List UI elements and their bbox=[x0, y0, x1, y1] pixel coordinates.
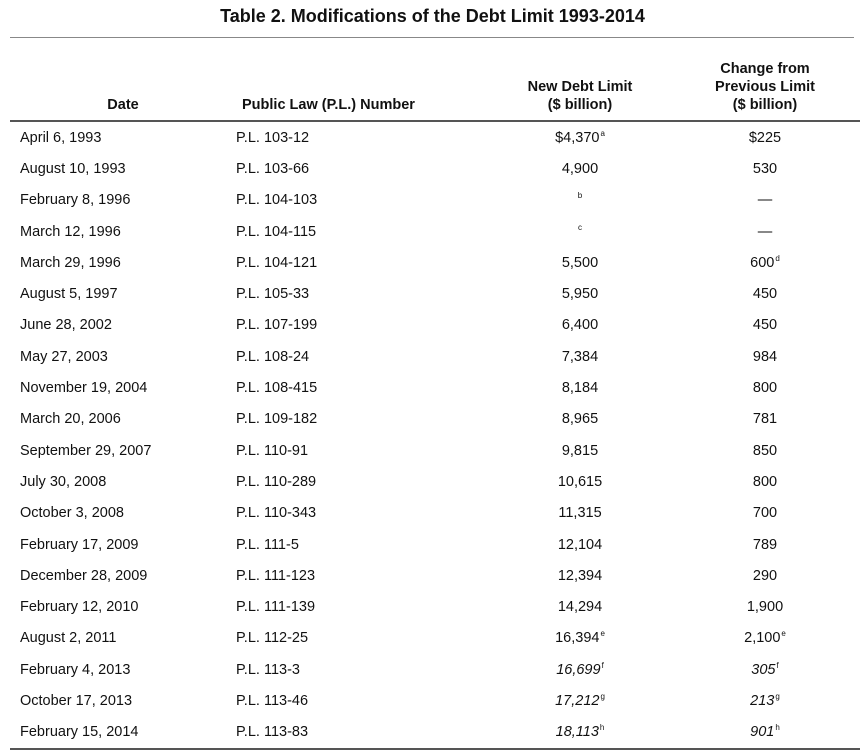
date-text: July 30, 2008 bbox=[20, 473, 107, 490]
date-text: May 27, 2003 bbox=[20, 348, 108, 365]
public-law-text: P.L. 112-25 bbox=[236, 630, 309, 647]
date-text: February 4, 2013 bbox=[20, 661, 131, 678]
table-row bbox=[10, 121, 860, 153]
date-text: October 3, 2008 bbox=[20, 505, 124, 522]
date-text: October 17, 2013 bbox=[20, 692, 133, 709]
change-value: 800 bbox=[752, 380, 778, 397]
table-row bbox=[10, 153, 860, 184]
public-law-cell bbox=[236, 435, 490, 466]
new-debt-limit-value: 5,950 bbox=[561, 286, 599, 303]
footnote-marker: b bbox=[577, 191, 583, 201]
debt-limit-table bbox=[10, 40, 860, 750]
table-row bbox=[10, 623, 860, 654]
change-cell bbox=[670, 435, 860, 466]
change-cell bbox=[670, 278, 860, 309]
new-debt-limit-cell bbox=[490, 372, 670, 403]
date-text: February 12, 2010 bbox=[20, 599, 139, 616]
table-row bbox=[10, 435, 860, 466]
footnote-marker: g bbox=[600, 691, 605, 701]
change-cell bbox=[670, 654, 860, 685]
date-text: November 19, 2004 bbox=[20, 380, 148, 397]
change-cell bbox=[670, 560, 860, 591]
public-law-cell bbox=[236, 247, 490, 278]
change-cell bbox=[670, 466, 860, 497]
header-change-line2: Previous Limit bbox=[715, 79, 815, 95]
public-law-text: P.L. 108-24 bbox=[236, 348, 310, 365]
new-debt-limit-cell bbox=[490, 498, 670, 529]
table-row bbox=[10, 278, 860, 309]
date-text: March 20, 2006 bbox=[20, 411, 121, 428]
change-cell bbox=[670, 529, 860, 560]
date-cell bbox=[10, 404, 236, 435]
table-title: Table 2. Modifications of the Debt Limit 1993-2014 bbox=[220, 6, 645, 26]
change-cell bbox=[670, 341, 860, 372]
public-law-text: P.L. 111-139 bbox=[236, 599, 316, 616]
change-value: 789 bbox=[752, 536, 778, 553]
public-law-text: P.L. 110-343 bbox=[236, 505, 317, 522]
change-value: 901 bbox=[750, 724, 775, 741]
new-debt-limit-value: 12,104 bbox=[557, 536, 603, 553]
new-debt-limit-cell bbox=[490, 247, 670, 278]
date-cell bbox=[10, 435, 236, 466]
change-cell bbox=[670, 591, 860, 622]
public-law-text: P.L. 113-83 bbox=[236, 724, 309, 741]
new-debt-limit-value: 17,212 bbox=[555, 692, 600, 709]
date-cell bbox=[10, 121, 236, 153]
public-law-cell bbox=[236, 591, 490, 622]
public-law-text: P.L. 111-5 bbox=[236, 536, 299, 553]
change-cell bbox=[670, 717, 860, 749]
public-law-cell bbox=[236, 654, 490, 685]
public-law-cell bbox=[236, 153, 490, 184]
table-row bbox=[10, 341, 860, 372]
public-law-cell bbox=[236, 685, 490, 716]
change-cell bbox=[670, 498, 860, 529]
date-cell bbox=[10, 685, 236, 716]
table-row bbox=[10, 498, 860, 529]
new-debt-limit-value: 7,384 bbox=[561, 348, 599, 365]
public-law-cell bbox=[236, 216, 490, 247]
new-debt-limit-cell bbox=[490, 341, 670, 372]
public-law-text: P.L. 110-289 bbox=[236, 473, 317, 490]
new-debt-limit-value: 8,965 bbox=[561, 411, 599, 428]
header-new-debt-limit bbox=[490, 40, 670, 121]
public-law-text: P.L. 113-3 bbox=[236, 661, 300, 678]
new-debt-limit-value: 4,900 bbox=[561, 160, 599, 177]
change-value: 700 bbox=[752, 505, 778, 522]
footnote-marker: h bbox=[599, 723, 605, 733]
new-debt-limit-cell bbox=[490, 121, 670, 153]
public-law-cell bbox=[236, 278, 490, 309]
date-text: February 8, 1996 bbox=[20, 192, 131, 209]
new-debt-limit-value: $4,370 bbox=[555, 129, 600, 146]
header-change-line3: ($ billion) bbox=[732, 97, 798, 113]
new-debt-limit-cell bbox=[490, 153, 670, 184]
new-debt-limit-cell bbox=[490, 216, 670, 247]
table-row bbox=[10, 717, 860, 749]
footnote-marker: e bbox=[600, 629, 605, 639]
footnote-marker: d bbox=[775, 253, 780, 263]
date-cell bbox=[10, 278, 236, 309]
new-debt-limit-cell bbox=[490, 466, 670, 497]
change-value: 530 bbox=[752, 160, 778, 177]
change-cell bbox=[670, 372, 860, 403]
table-body bbox=[10, 121, 860, 749]
date-cell bbox=[10, 654, 236, 685]
table-row bbox=[10, 310, 860, 341]
date-text: December 28, 2009 bbox=[20, 567, 148, 584]
change-cell bbox=[670, 121, 860, 153]
new-debt-limit-cell bbox=[490, 404, 670, 435]
public-law-text: P.L. 103-66 bbox=[236, 160, 310, 177]
date-cell bbox=[10, 560, 236, 591]
date-cell bbox=[10, 153, 236, 184]
header-public-law: Public Law (P.L.) Number bbox=[236, 40, 490, 121]
table-row bbox=[10, 654, 860, 685]
public-law-text: P.L. 110-91 bbox=[236, 442, 309, 459]
footnote-marker: h bbox=[775, 723, 780, 733]
footnote-marker: f bbox=[776, 660, 779, 670]
public-law-text: P.L. 111-123 bbox=[236, 567, 316, 584]
table-row bbox=[10, 560, 860, 591]
public-law-text: P.L. 104-121 bbox=[236, 254, 318, 271]
table-row bbox=[10, 685, 860, 716]
header-change bbox=[670, 40, 860, 121]
change-cell bbox=[670, 185, 860, 216]
public-law-cell bbox=[236, 121, 490, 153]
table-row bbox=[10, 404, 860, 435]
footnote-marker: e bbox=[781, 629, 786, 639]
public-law-cell bbox=[236, 623, 490, 654]
table-header bbox=[10, 40, 860, 121]
date-cell bbox=[10, 717, 236, 749]
new-debt-limit-cell bbox=[490, 278, 670, 309]
change-value: — bbox=[757, 223, 773, 240]
date-cell bbox=[10, 466, 236, 497]
table-row bbox=[10, 372, 860, 403]
new-debt-limit-cell bbox=[490, 560, 670, 591]
change-cell bbox=[670, 216, 860, 247]
table-row bbox=[10, 247, 860, 278]
date-text: April 6, 1993 bbox=[20, 129, 102, 146]
public-law-text: P.L. 103-12 bbox=[236, 129, 310, 146]
new-debt-limit-value: 11,315 bbox=[558, 505, 602, 522]
date-cell bbox=[10, 341, 236, 372]
header-new-debt-limit-line2: ($ billion) bbox=[547, 97, 613, 113]
header-change-line1: Change from bbox=[720, 61, 810, 77]
header-new-debt-limit-line1: New Debt Limit bbox=[527, 79, 633, 95]
new-debt-limit-value: 16,394 bbox=[555, 630, 600, 647]
table-row bbox=[10, 216, 860, 247]
public-law-text: P.L. 105-33 bbox=[236, 286, 310, 303]
public-law-cell bbox=[236, 404, 490, 435]
new-debt-limit-cell bbox=[490, 591, 670, 622]
new-debt-limit-cell bbox=[490, 623, 670, 654]
header-date: Date bbox=[10, 40, 236, 121]
change-value: — bbox=[757, 192, 773, 209]
date-cell bbox=[10, 247, 236, 278]
date-text: August 5, 1997 bbox=[20, 286, 118, 303]
change-cell bbox=[670, 623, 860, 654]
new-debt-limit-value: 6,400 bbox=[561, 317, 599, 334]
new-debt-limit-value: 12,394 bbox=[557, 567, 603, 584]
change-value: 213 bbox=[750, 692, 775, 709]
public-law-cell bbox=[236, 498, 490, 529]
change-value: 450 bbox=[752, 286, 778, 303]
date-text: August 2, 2011 bbox=[20, 630, 117, 647]
public-law-text: P.L. 113-46 bbox=[236, 692, 309, 709]
new-debt-limit-cell bbox=[490, 185, 670, 216]
change-cell bbox=[670, 404, 860, 435]
footnote-marker: a bbox=[600, 128, 605, 138]
date-cell bbox=[10, 623, 236, 654]
public-law-cell bbox=[236, 310, 490, 341]
change-value: 305 bbox=[751, 661, 776, 678]
date-text: March 12, 1996 bbox=[20, 223, 121, 240]
change-cell bbox=[670, 310, 860, 341]
date-cell bbox=[10, 591, 236, 622]
change-value: 1,900 bbox=[746, 599, 784, 616]
change-value: 450 bbox=[752, 317, 778, 334]
change-value: 781 bbox=[752, 411, 778, 428]
change-value: 800 bbox=[752, 473, 778, 490]
new-debt-limit-cell bbox=[490, 654, 670, 685]
footnote-marker: f bbox=[601, 660, 604, 670]
date-text: June 28, 2002 bbox=[20, 317, 112, 334]
date-text: February 17, 2009 bbox=[20, 536, 139, 553]
change-cell bbox=[670, 685, 860, 716]
date-cell bbox=[10, 216, 236, 247]
table-row bbox=[10, 185, 860, 216]
public-law-text: P.L. 104-103 bbox=[236, 192, 318, 209]
public-law-cell bbox=[236, 341, 490, 372]
header-row bbox=[10, 40, 860, 121]
new-debt-limit-cell bbox=[490, 685, 670, 716]
public-law-cell bbox=[236, 372, 490, 403]
public-law-text: P.L. 104-115 bbox=[236, 223, 317, 240]
change-value: 850 bbox=[752, 442, 778, 459]
table-row bbox=[10, 529, 860, 560]
new-debt-limit-value: 14,294 bbox=[557, 599, 603, 616]
new-debt-limit-cell bbox=[490, 717, 670, 749]
date-cell bbox=[10, 529, 236, 560]
public-law-text: P.L. 109-182 bbox=[236, 411, 318, 428]
new-debt-limit-value: 18,113 bbox=[555, 724, 599, 741]
table-row bbox=[10, 591, 860, 622]
date-cell bbox=[10, 310, 236, 341]
public-law-text: P.L. 107-199 bbox=[236, 317, 318, 334]
date-text: August 10, 1993 bbox=[20, 160, 126, 177]
public-law-cell bbox=[236, 560, 490, 591]
public-law-cell bbox=[236, 466, 490, 497]
date-text: September 29, 2007 bbox=[20, 442, 152, 459]
date-text: February 15, 2014 bbox=[20, 724, 139, 741]
change-value: 984 bbox=[752, 348, 778, 365]
public-law-cell bbox=[236, 185, 490, 216]
new-debt-limit-value: 9,815 bbox=[561, 442, 599, 459]
footnote-marker: c bbox=[578, 222, 582, 232]
new-debt-limit-value: 8,184 bbox=[561, 380, 599, 397]
title-rule bbox=[10, 37, 854, 38]
new-debt-limit-value: 10,615 bbox=[557, 473, 603, 490]
change-value: $225 bbox=[748, 129, 782, 146]
new-debt-limit-cell bbox=[490, 435, 670, 466]
change-cell bbox=[670, 247, 860, 278]
date-text: March 29, 1996 bbox=[20, 254, 121, 271]
date-cell bbox=[10, 372, 236, 403]
new-debt-limit-value: 16,699 bbox=[556, 661, 601, 678]
date-cell bbox=[10, 185, 236, 216]
change-cell bbox=[670, 153, 860, 184]
change-value: 2,100 bbox=[744, 630, 781, 647]
public-law-cell bbox=[236, 717, 490, 749]
footnote-marker: g bbox=[775, 691, 780, 701]
table-row bbox=[10, 466, 860, 497]
public-law-cell bbox=[236, 529, 490, 560]
date-cell bbox=[10, 498, 236, 529]
change-value: 600 bbox=[750, 254, 775, 271]
new-debt-limit-value: 5,500 bbox=[561, 254, 599, 271]
change-value: 290 bbox=[752, 567, 778, 584]
new-debt-limit-cell bbox=[490, 529, 670, 560]
public-law-text: P.L. 108-415 bbox=[236, 380, 318, 397]
new-debt-limit-cell bbox=[490, 310, 670, 341]
